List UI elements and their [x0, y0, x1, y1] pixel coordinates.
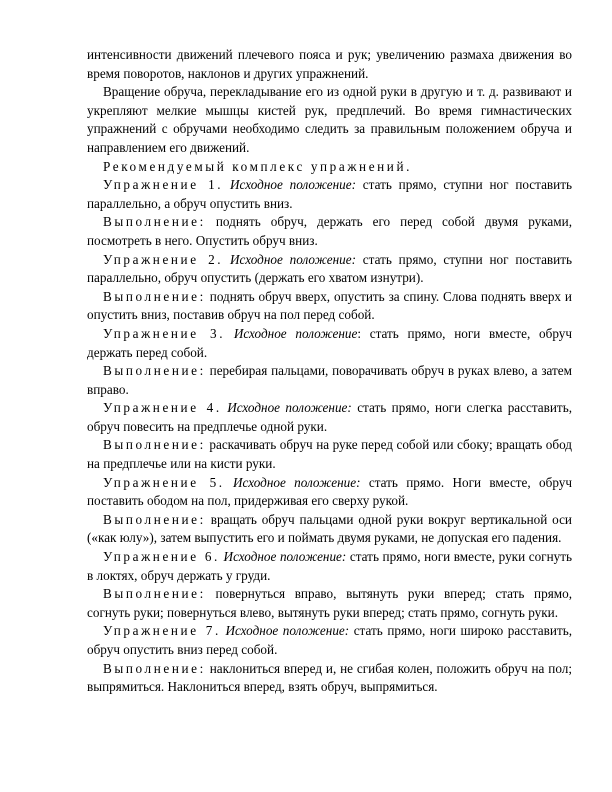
spaced-heading-text: Выполнение: — [103, 288, 206, 304]
paragraph-p1 — [87, 83, 572, 157]
body-text: наклониться вперед и, не сгибая колен, положить обруч на пол; выпрямиться. Наклониться вперед, взять обруч, выпрямиться. — [87, 660, 572, 695]
italic-label-text: Исходное положение: — [230, 177, 356, 193]
paragraph-p5 — [87, 251, 572, 288]
body-text: стать прямо, ступни ног поставить параллельно, обруч опустить (держать его хватом изнутри). — [87, 251, 572, 286]
spaced-heading-text: Упражнение 2. — [103, 251, 224, 267]
spaced-heading-text: Упражнение 6. — [103, 549, 220, 565]
paragraph-p7 — [87, 325, 572, 362]
spaced-heading-text: Выполнение: — [103, 511, 206, 527]
spaced-heading-text: Упражнение 5. — [103, 474, 225, 490]
body-text: интенсивности движений плечевого пояса и рук; увеличению размаха движения во время поворотов, наклонов и других упражнений. — [87, 47, 572, 81]
body-text: перебирая пальцами, поворачивать обруч в руках влево, а затем вправо. — [87, 363, 572, 397]
spaced-heading-text: Выполнение: — [103, 437, 206, 453]
spaced-heading-text: Упражнение 7. — [103, 623, 221, 639]
paragraph-p15 — [87, 622, 572, 659]
paragraph-p2 — [87, 158, 572, 177]
paragraph-p9 — [87, 399, 572, 436]
italic-label-text: Исходное положение: — [223, 549, 347, 565]
body-text: поднять обруч вверх, опустить за спину. Слова поднять вверх и опустить вниз, поставив обруч на пол перед собой. — [87, 288, 572, 323]
spaced-heading-text: Выполнение: — [103, 586, 206, 602]
body-text: : стать прямо, ноги вместе, обруч держать перед собой. — [87, 325, 573, 360]
body-text — [225, 326, 234, 341]
body-text: повернуться вправо, вытянуть руки вперед; стать прямо, согнуть руки; повернуться влево, вытянуть руки вперед; стать прямо, согнуть руки. — [87, 586, 572, 620]
paragraph-p0 — [87, 46, 572, 83]
body-text: вращать обруч пальцами одной руки вокруг вертикальной оси («как юлу»), затем выпустить его и поймать двумя руками, не допуская его падения. — [87, 511, 572, 546]
italic-label-text: Исходное положение: — [225, 623, 350, 639]
paragraph-p6 — [87, 288, 572, 325]
body-text: стать прямо, ступни ног поставить параллельно, а обруч опустить вниз. — [87, 177, 572, 211]
paragraph-p4 — [87, 213, 572, 250]
paragraph-p12 — [87, 511, 572, 548]
paragraph-p8 — [87, 362, 572, 399]
italic-label-text: Исходное положение — [233, 325, 358, 341]
body-text — [223, 177, 230, 192]
paragraph-p11 — [87, 474, 572, 511]
body-text: поднять обруч, держать его перед собой двумя руками, посмотреть в него. Опустить обруч вниз. — [87, 214, 572, 248]
body-text: раскачивать обруч на руке перед собой или сбоку; вращать обод на предплечье или на кисти руки. — [87, 437, 572, 472]
paragraph-p3 — [87, 176, 572, 213]
spaced-heading-text: Рекомендуемый комплекс упражнений. — [103, 158, 413, 174]
body-text — [223, 252, 230, 267]
italic-label-text: Исходное положение: — [227, 400, 352, 416]
spaced-heading-text: Выполнение: — [103, 363, 206, 379]
spaced-heading-text: Упражнение 1. — [103, 177, 224, 193]
spaced-heading-text: Выполнение: — [103, 660, 206, 676]
paragraph-p16 — [87, 660, 572, 697]
paragraph-p14 — [87, 585, 572, 622]
body-text: стать прямо, ноги широко расставить, обруч опустить вниз перед собой. — [87, 623, 573, 657]
body-text: стать прямо, ноги вместе, руки согнуть в локтях, обруч держать у груди. — [87, 549, 573, 583]
spaced-heading-text: Упражнение 4. — [103, 400, 222, 416]
body-text — [225, 475, 233, 490]
spaced-heading-text: Упражнение 3. — [103, 325, 226, 341]
body-text: стать прямо, ноги слегка расставить, обруч повесить на предплечье одной руки. — [87, 400, 573, 434]
italic-label-text: Исходное положение: — [233, 474, 361, 490]
body-text: стать прямо. Ноги вместе, обруч поставить ободом на пол, придерживая его сверху рукой. — [87, 474, 572, 509]
paragraph-p10 — [87, 436, 572, 473]
body-text: Вращение обруча, перекладывание его из одной руки в другую и т. д. развивают и укрепляют мелкие мышцы кистей рук, предплечий. Во время гимнастических упражнений с обручами необходимо следить за правильным положением обруча и направлением его движений. — [87, 84, 572, 155]
italic-label-text: Исходное положение: — [230, 251, 356, 267]
spaced-heading-text: Выполнение: — [103, 214, 206, 230]
paragraph-p13 — [87, 548, 572, 585]
